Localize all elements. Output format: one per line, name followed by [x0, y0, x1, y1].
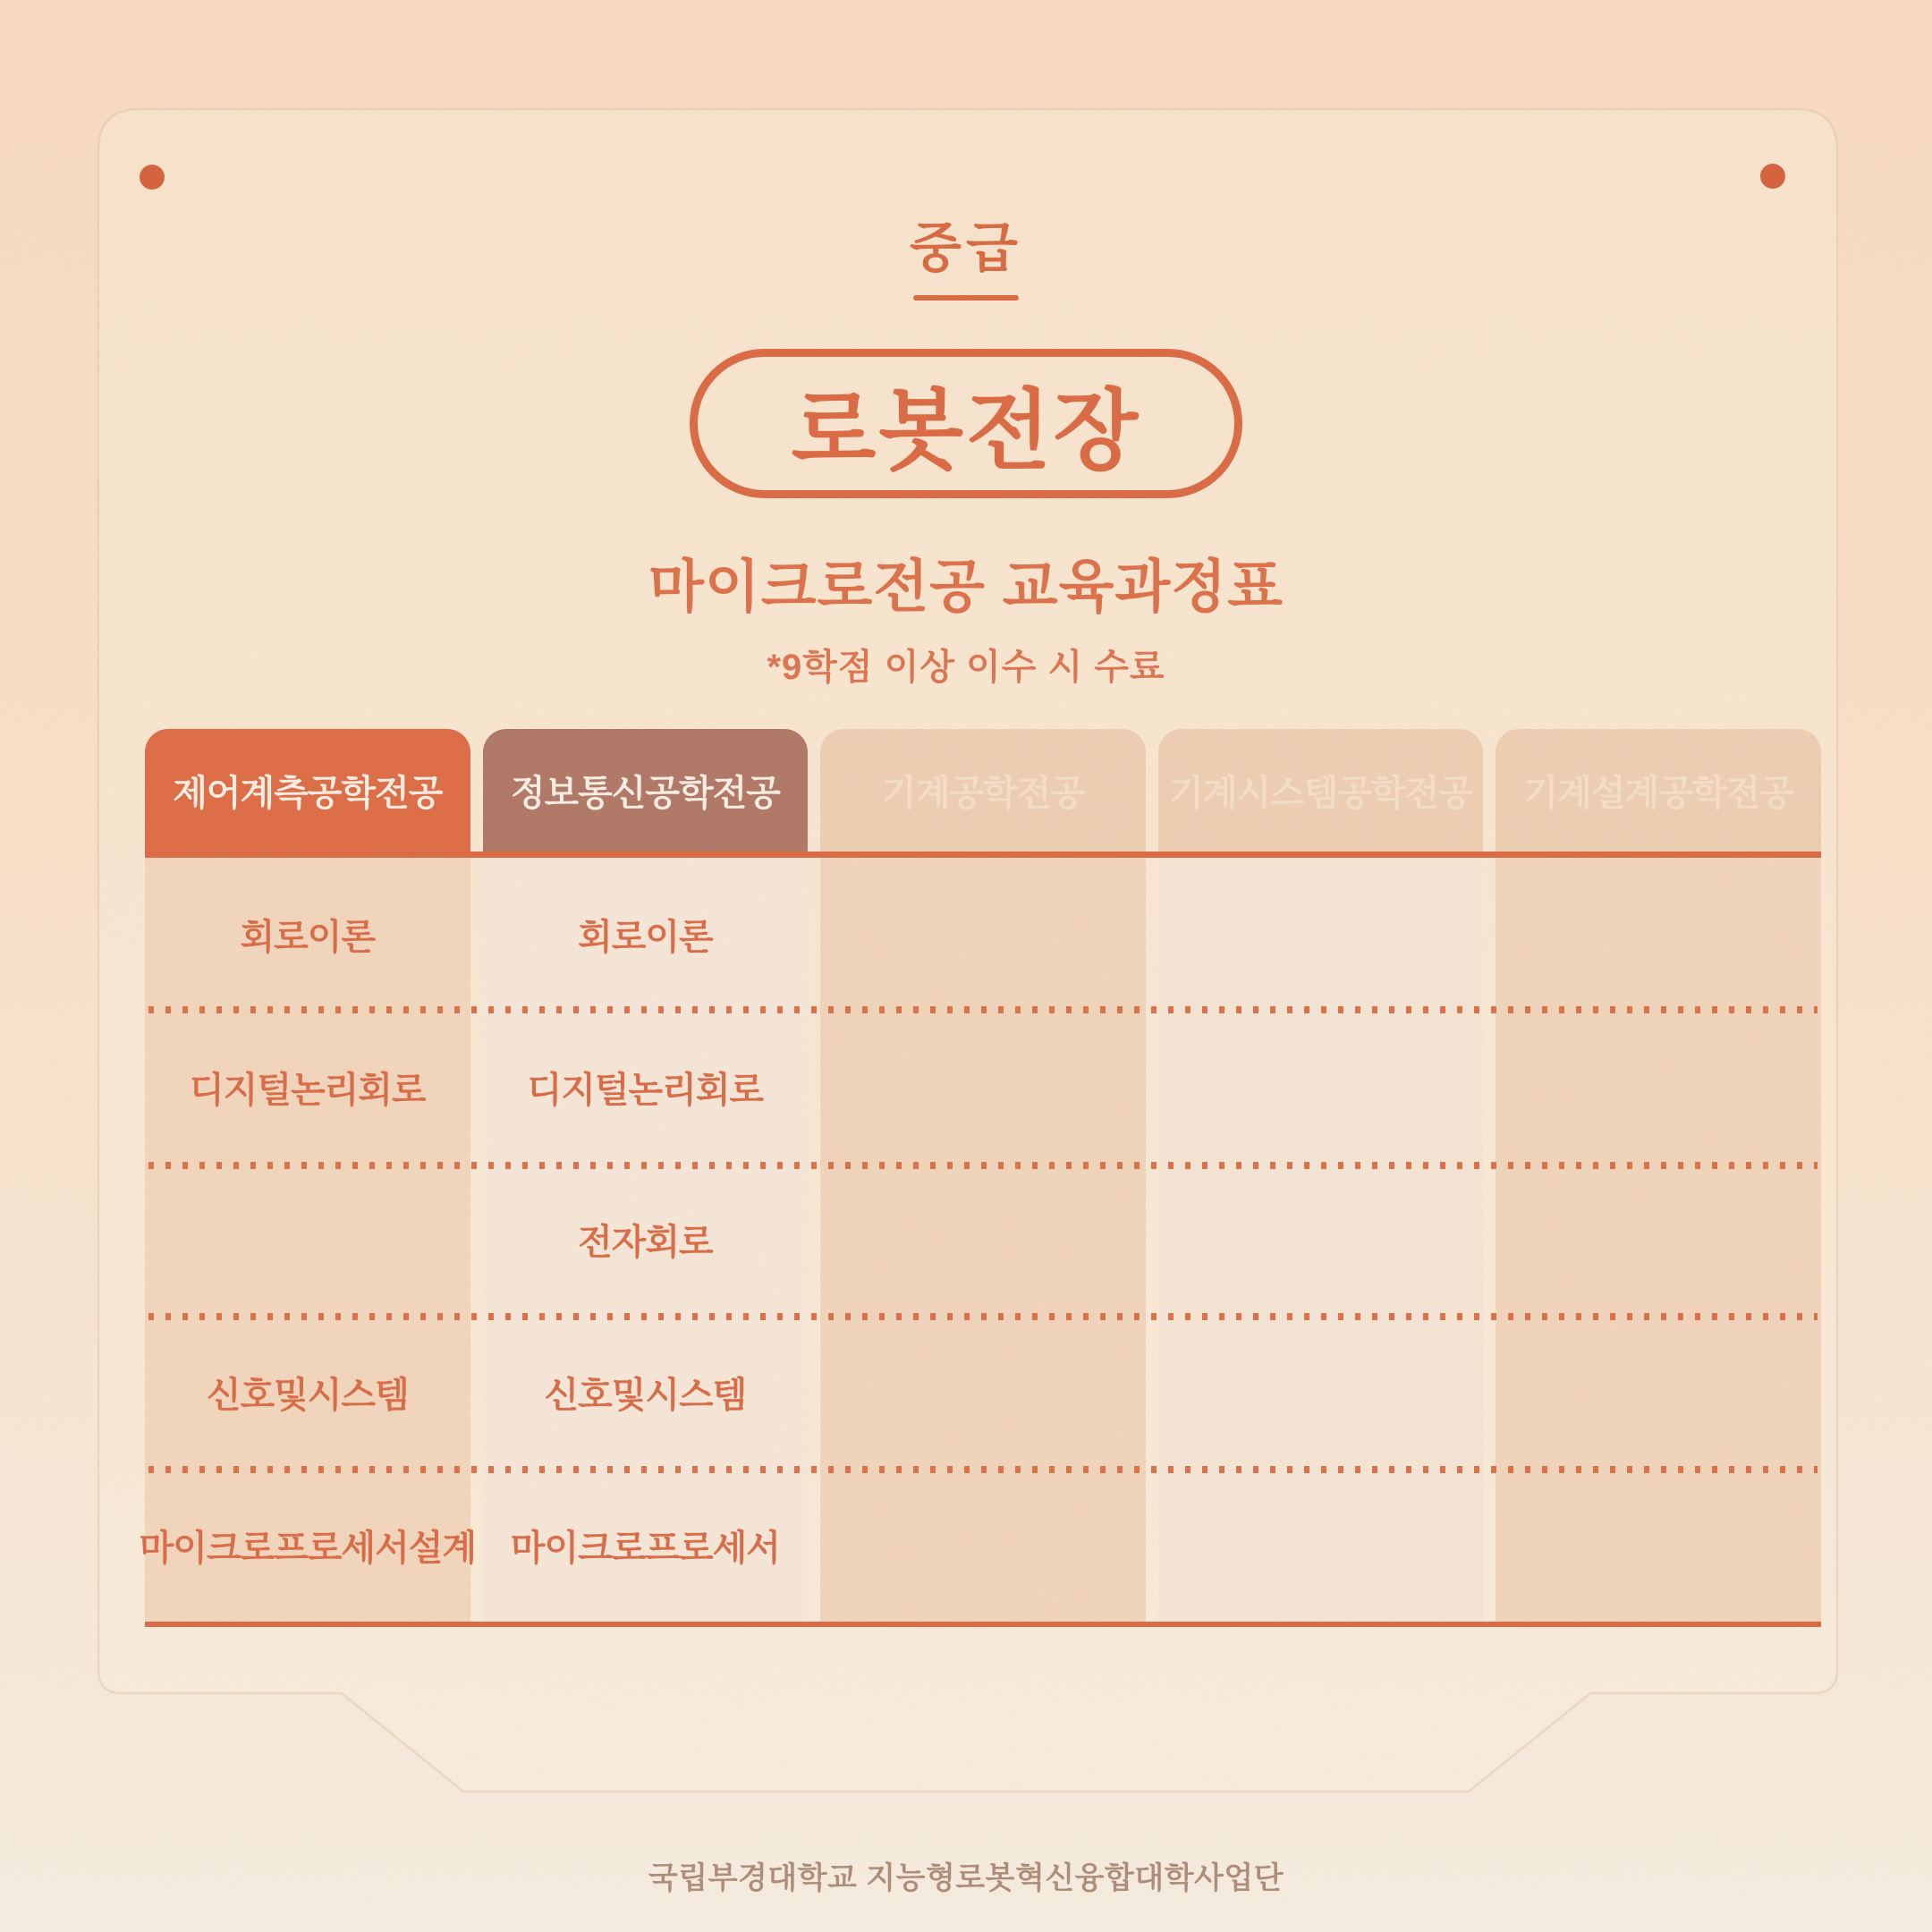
- course-cell: [1158, 858, 1484, 1011]
- program-title: 로봇전장: [791, 381, 1141, 479]
- course-cell: [1158, 1469, 1484, 1622]
- course-cell: [1158, 1011, 1484, 1164]
- course-cell: [1158, 1164, 1484, 1317]
- course-cell: 디지털논리회로: [527, 1070, 764, 1110]
- row-divider-dotted: [148, 1006, 1818, 1013]
- course-cell: [820, 1164, 1146, 1317]
- course-cell: [145, 1164, 470, 1317]
- course-cell: 전자회로: [578, 1223, 713, 1263]
- credit-note: *9학점 이상 이수 시 수료: [767, 648, 1165, 687]
- table-column-2: [483, 729, 809, 1622]
- table-column-1: [139, 729, 476, 1622]
- column-body: [820, 858, 1146, 1622]
- column-header-tab: 기계설계공학전공: [1496, 729, 1821, 852]
- course-cell: 회로이론: [578, 917, 713, 957]
- course-cell: [1496, 1469, 1821, 1622]
- course-cell: 마이크로프로세서: [510, 1529, 780, 1569]
- course-cell: [1496, 1316, 1821, 1469]
- table-column-3: [820, 729, 1146, 1622]
- course-cell: [820, 1011, 1146, 1164]
- course-cell: [1496, 1011, 1821, 1164]
- column-body: [1158, 858, 1484, 1622]
- corner-dot-left: [140, 165, 165, 190]
- column-header-tab: 기계공학전공: [820, 729, 1146, 852]
- course-cell: 회로이론: [240, 917, 376, 957]
- course-cell: 신호및시스템: [544, 1376, 747, 1416]
- row-divider-dotted: [148, 1466, 1818, 1473]
- table-column-5: [1496, 729, 1821, 1622]
- row-divider-dotted: [148, 1162, 1818, 1169]
- column-body: [1496, 858, 1821, 1622]
- program-title-badge: [690, 349, 1242, 498]
- course-cell: [1496, 1164, 1821, 1317]
- level-underline: [913, 295, 1019, 301]
- table-column-4: [1158, 729, 1484, 1622]
- course-cell: 마이크로프로세서설계: [139, 1529, 476, 1569]
- table-bottom-line: [145, 1622, 1821, 1627]
- table-columns: [139, 729, 1821, 1622]
- column-body: [139, 858, 476, 1622]
- footer-credit: 국립부경대학교 지능형로봇혁신융합대학사업단: [648, 1861, 1284, 1895]
- header-divider-line: [145, 852, 1821, 858]
- column-header-tab: 기계시스템공학전공: [1158, 729, 1484, 852]
- row-divider-dotted: [148, 1313, 1818, 1320]
- course-cell: 신호및시스템: [206, 1376, 409, 1416]
- course-cell: [1496, 858, 1821, 1011]
- level-label: 중급: [910, 218, 1022, 278]
- subtitle: 마이크로전공 교육과정표: [648, 555, 1284, 619]
- course-cell: [820, 1316, 1146, 1469]
- curriculum-table: [139, 729, 1821, 1627]
- course-cell: 디지털논리회로: [190, 1070, 426, 1110]
- course-cell: [820, 1469, 1146, 1622]
- corner-dot-right: [1760, 164, 1785, 189]
- column-header-tab: 정보통신공학전공: [483, 729, 809, 852]
- course-cell: [820, 858, 1146, 1011]
- column-header-tab: 제어계측공학전공: [145, 729, 470, 852]
- column-body: [483, 858, 809, 1622]
- course-cell: [1158, 1316, 1484, 1469]
